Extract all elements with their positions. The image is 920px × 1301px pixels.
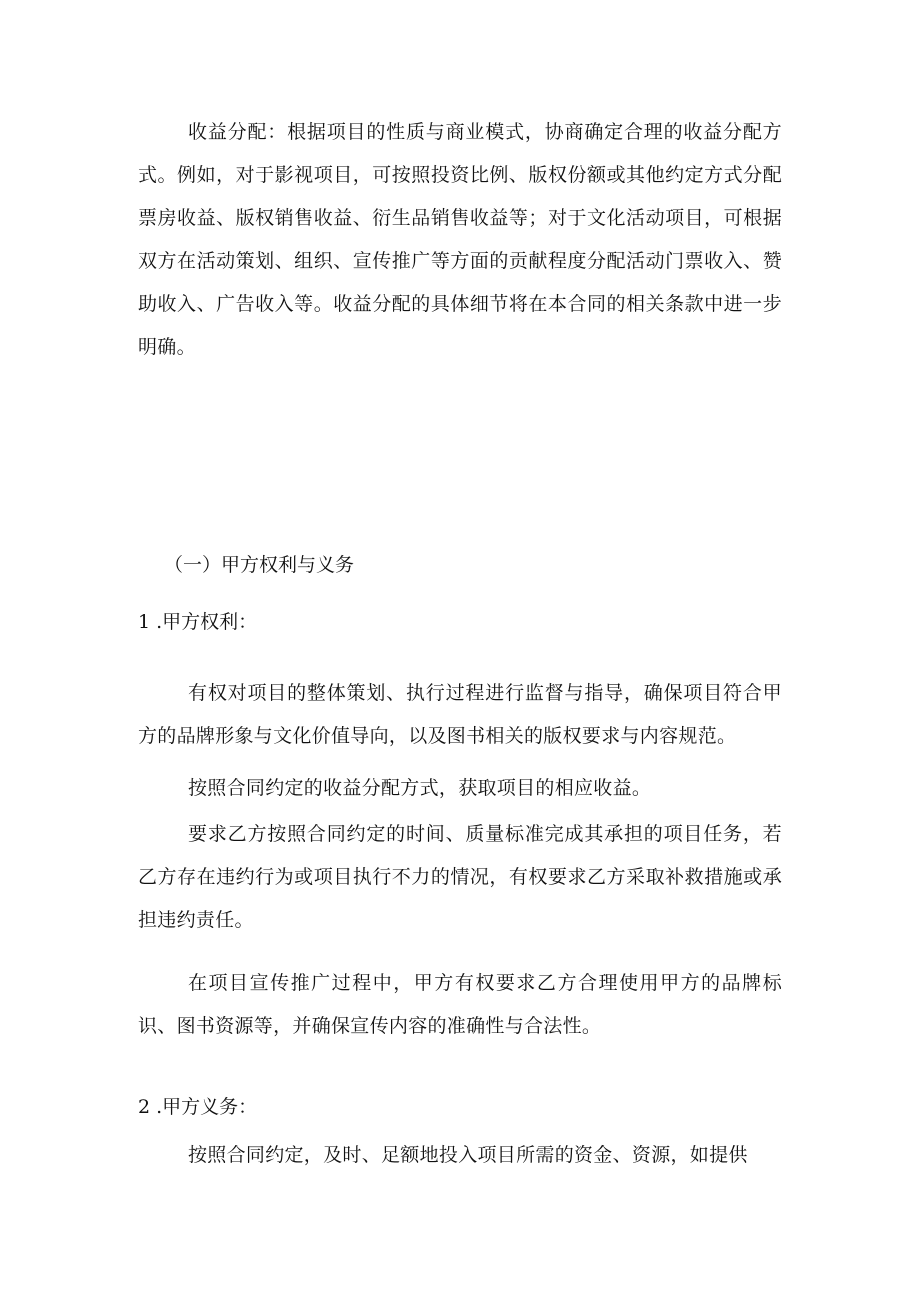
right-paragraph-2: 按照合同约定的收益分配方式，获取项目的相应收益。	[188, 777, 652, 799]
right-paragraph-1: 有权对项目的整体策划、执行过程进行监督与指导，确保项目符合甲方的品牌形象与文化价值导向，以及图书相关的版权要求与内容规范。	[138, 682, 782, 747]
obligation-paragraph-1: 按照合同约定，及时、足额地投入项目所需的资金、资源，如提供	[188, 1144, 748, 1166]
right-paragraph-3: 要求乙方按照合同约定的时间、质量标准完成其承担的项目任务，若乙方存在违约行为或项目执行不力的情况，有权要求乙方采取补救措施或承担违约责任。	[138, 823, 782, 931]
section-title: （一）甲方权利与义务	[164, 554, 355, 576]
revenue-distribution-paragraph: 收益分配：根据项目的性质与商业模式，协商确定合理的收益分配方式。例如，对于影视项目，可按照投资比例、版权份额或其他约定方式分配票房收益、版权销售收益、衍生品销售收益等；对于文化活动项目，可根据双方在活动策划、组织、宣传推广等方面的贡献程度分配活动门票收入、赞助收入、广告收入等。收益分配的具体细节将在本合同的相关条款中进一步明确。	[138, 121, 782, 358]
obligations-heading: 2 .甲方义务：	[138, 1096, 258, 1118]
right-paragraph-4: 在项目宣传推广过程中，甲方有权要求乙方合理使用甲方的品牌标识、图书资源等，并确保宣传内容的准确性与合法性。	[138, 972, 782, 1037]
rights-heading: 1 .甲方权利：	[138, 611, 258, 633]
